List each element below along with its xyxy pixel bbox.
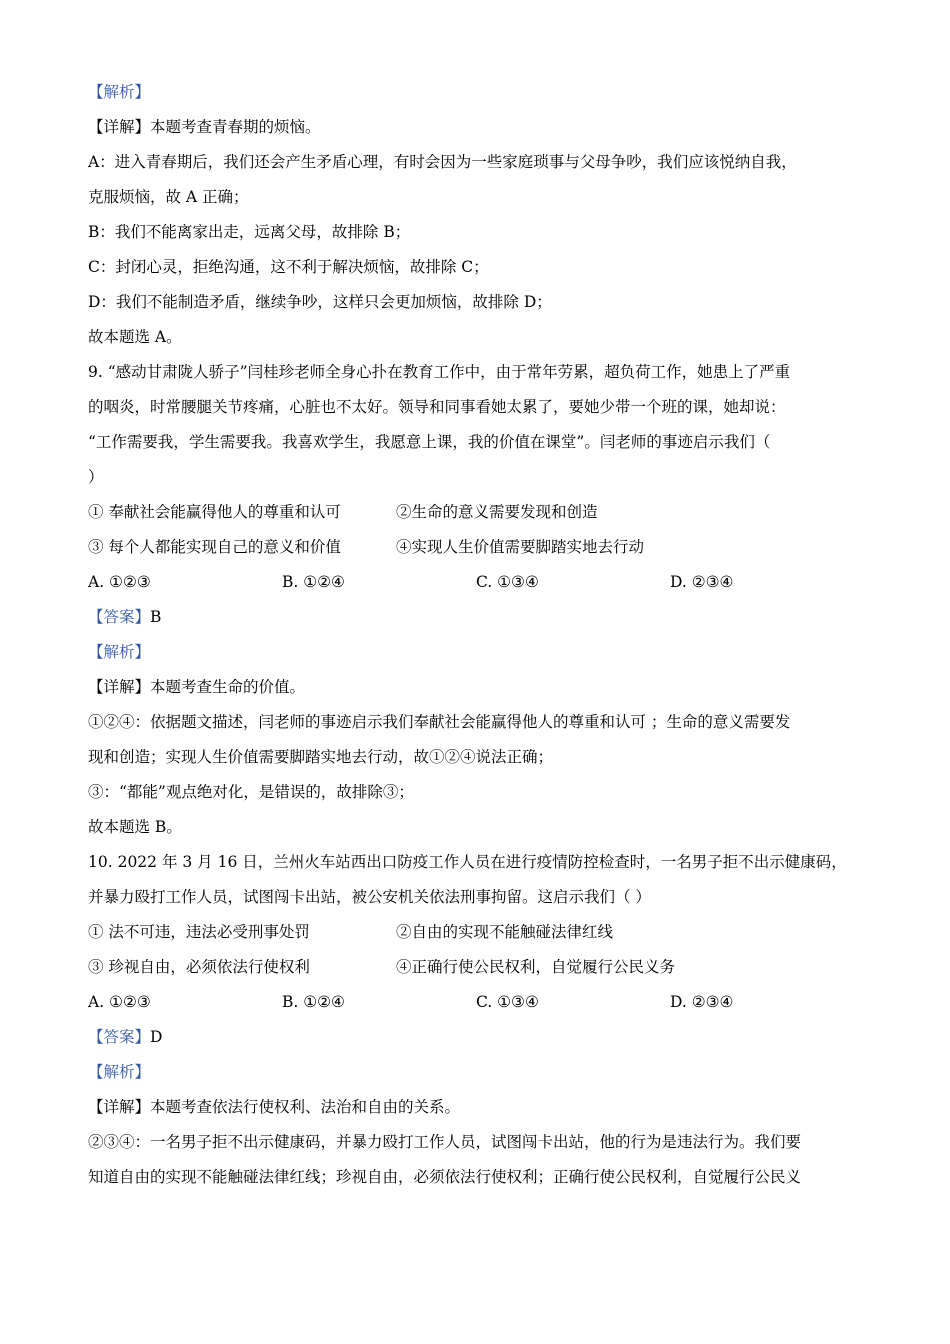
q9-explanation-line2: 现和创造；实现人生价值需要脚踏实地去行动，故①②④说法正确；	[88, 748, 554, 766]
q9-option-d: D. ②③④	[670, 573, 734, 591]
q9-option-a: A. ①②③	[88, 573, 151, 591]
q10-statement-2: ②自由的实现不能触碰法律红线	[396, 923, 614, 941]
q9-answer-line	[88, 603, 868, 638]
q10-answer-line	[88, 1023, 868, 1058]
q10-statement-4: ④正确行使公民权利，自觉履行公民义务	[396, 958, 676, 976]
detail-text: 本题考查青春期的烦恼。	[150, 118, 321, 136]
q10-explanation-line1: ②③④：一名男子拒不出示健康码，并暴力殴打工作人员，试图闯卡出站，他的行为是违法行为。我们要	[88, 1133, 802, 1151]
detail-tag: 【详解】	[88, 1098, 151, 1116]
answer-tag: 【答案】	[88, 608, 151, 626]
answer-value: B	[150, 608, 162, 626]
q8-detail-line	[88, 113, 868, 148]
q10-stem-line2: 并暴力殴打工作人员，试图闯卡出站，被公安机关依法刑事拘留。这启示我们（ ）	[88, 888, 651, 906]
q8-explanation-d: D：我们不能制造矛盾，继续争吵，这样只会更加烦恼，故排除 D；	[88, 293, 552, 311]
q9-explanation-line3: ③：“都能”观点绝对化，是错误的，故排除③；	[88, 783, 414, 801]
analysis-tag: 【解析】	[88, 1063, 151, 1081]
q9-stem-line2: 的咽炎，时常腰腿关节疼痛，心脏也不太好。领导和同事看她太累了，要她少带一个班的课，她却说：	[88, 398, 786, 416]
q8-explanation-c: C：封闭心灵，拒绝沟通，这不利于解决烦恼，故排除 C；	[88, 258, 489, 276]
q9-explanation-line1: ①②④：依据题文描述，闫老师的事迹启示我们奉献社会能赢得他人的尊重和认可 ；生命的意义需要发	[88, 713, 791, 731]
q9-statements-row1	[88, 498, 868, 533]
detail-tag: 【详解】	[88, 678, 151, 696]
q10-option-d: D. ②③④	[670, 993, 734, 1011]
q9-analysis-heading	[88, 638, 868, 673]
q9-statement-4: ④实现人生价值需要脚踏实地去行动	[396, 538, 645, 556]
q9-statements-row2	[88, 533, 868, 568]
q9-option-c: C. ①③④	[476, 573, 539, 591]
q10-stem-line1: 10. 2022 年 3 月 16 日，兰州火车站西出口防疫工作人员在进行疫情防控检查时，一名男子拒不出示健康码，	[88, 853, 847, 871]
analysis-tag: 【解析】	[88, 643, 151, 661]
answer-value: D	[150, 1028, 163, 1046]
q10-statements-row2	[88, 953, 868, 988]
q9-stem-line3: “工作需要我，学生需要我。我喜欢学生，我愿意上课，我的价值在课堂”。闫老师的事迹启示我们（	[88, 433, 771, 451]
q9-stem-line4: ）	[88, 468, 104, 486]
detail-text: 本题考查生命的价值。	[150, 678, 306, 696]
q9-statement-1: ① 奉献社会能赢得他人的尊重和认可	[88, 503, 341, 521]
q10-option-c: C. ①③④	[476, 993, 539, 1011]
q9-stem-line1: 9. “感动甘肃陇人骄子”闫桂珍老师全身心扑在教育工作中，由于常年劳累，超负荷工作，她患上了严重	[88, 363, 791, 381]
q8-conclusion: 故本题选 A。	[88, 328, 182, 346]
detail-tag: 【详解】	[88, 118, 151, 136]
q10-option-b: B. ①②④	[282, 993, 345, 1011]
analysis-tag: 【解析】	[88, 83, 151, 101]
q9-detail-line	[88, 673, 868, 708]
q9-statement-3: ③ 每个人都能实现自己的意义和价值	[88, 538, 341, 556]
document-content	[88, 78, 868, 1198]
q9-conclusion: 故本题选 B。	[88, 818, 182, 836]
q10-options	[88, 988, 868, 1023]
q10-option-a: A. ①②③	[88, 993, 151, 1011]
q10-detail-line	[88, 1093, 868, 1128]
q10-statement-3: ③ 珍视自由，必须依法行使权利	[88, 958, 310, 976]
q10-statement-1: ① 法不可违，违法必受刑事处罚	[88, 923, 310, 941]
q10-explanation-line2: 知道自由的实现不能触碰法律红线；珍视自由，必须依法行使权利；正确行使公民权利，自觉履行公民义	[88, 1168, 802, 1186]
answer-tag: 【答案】	[88, 1028, 151, 1046]
q10-analysis-heading	[88, 1058, 868, 1093]
q9-option-b: B. ①②④	[282, 573, 345, 591]
q10-statements-row1	[88, 918, 868, 953]
q9-options	[88, 568, 868, 603]
q8-analysis-heading	[88, 78, 868, 113]
detail-text: 本题考查依法行使权利、法治和自由的关系。	[150, 1098, 461, 1116]
q9-statement-2: ②生命的意义需要发现和创造	[396, 503, 598, 521]
q8-explanation-b: B：我们不能离家出走，远离父母，故排除 B；	[88, 223, 411, 241]
q8-explanation-a-line1: A：进入青春期后，我们还会产生矛盾心理，有时会因为一些家庭琐事与父母争吵，我们应该悦纳自我，	[88, 153, 797, 171]
q8-explanation-a-line2: 克服烦恼，故 A 正确；	[88, 188, 249, 206]
